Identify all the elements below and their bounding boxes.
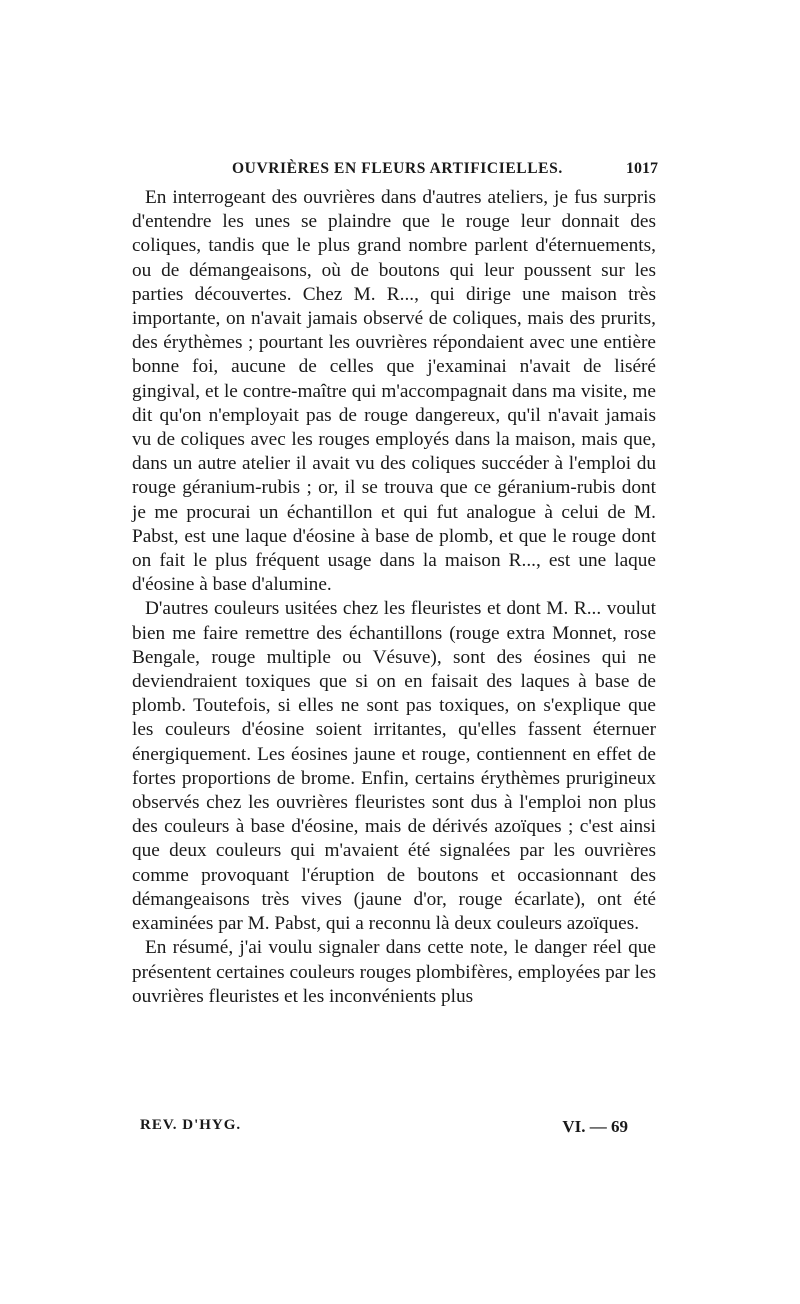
paragraph-1: En interrogeant des ouvrières dans d'autres ateliers, je fus surpris d'entendre les unes se plaindre que le rouge leur donnait des coliques, tandis que le plus grand nombre parlent d'éternuements, ou de démangeaisons, où de boutons qui leur poussent sur les parties découvertes. Chez M. R..., qui dirige une maison très importante, on n'avait jamais observé de coliques, mais des prurits, des érythèmes ; pourtant les ouvrières répondaient avec une entière bonne foi, aucune de celles que j'examinai n'avait de liséré gingival, et le contre-maître qui m'accompagnait dans ma visite, me dit qu'on n'employait pas de rouge dangereux, qu'il n'avait jamais vu de coliques avec les rouges employés dans la maison, mais que, dans un autre atelier il avait vu des coliques succéder à l'emploi du rouge géranium-rubis ; or, il se trouva que ce géranium-rubis dont je me procurai un échantillon et qui fut analogue à celui de M. Pabst, est une laque d'éosine à base de plomb, et que le rouge dont on fait le plus fréquent usage dans la maison R..., est une laque d'éosine à base d'alumine. [132,187,656,596]
signature-mark: VI. — 69 [562,1117,628,1136]
page-number: 1017 [626,160,658,177]
header-title: OUVRIÈRES EN FLEURS ARTIFICIELLES. [232,160,563,177]
page-footer [140,1117,628,1141]
paragraph-3: En résumé, j'ai voulu signaler dans cette note, le danger réel que présentent certaines couleurs rouges plombifères, employées par les ouvrières fleuristes et les inconvénients plus [132,937,656,1007]
paragraph-2: D'autres couleurs usitées chez les fleuristes et dont M. R... voulut bien me faire remettre des échantillons (rouge extra Monnet, rose Bengale, rouge multiple ou Vésuve), sont des éosines qui ne deviendraient toxiques que si on en faisait des laques à base de plomb. Toutefois, si elles ne sont pas toxiques, on s'explique que les couleurs d'éosine soient irritantes, qu'elles fassent éternuer énergiquement. Les éosines jaune et rouge, contiennent en effet de fortes proportions de brome. Enfin, certains érythèmes prurigineux observés chez les ouvrières fleuristes sont dus à l'emploi non plus des couleurs à base d'éosine, mais de dérivés azoïques ; c'est ainsi que deux couleurs qui m'avaient été signalées par les ouvrières comme provoquant l'éruption de boutons et occasionnant des démangeaisons très vives (jaune d'or, rouge écarlate), ont été examinées par M. Pabst, qui a reconnu là deux couleurs azoïques. [132,598,656,935]
journal-abbreviation: REV. D'HYG. [140,1117,242,1133]
running-header [228,160,658,182]
body-text [132,186,656,1009]
